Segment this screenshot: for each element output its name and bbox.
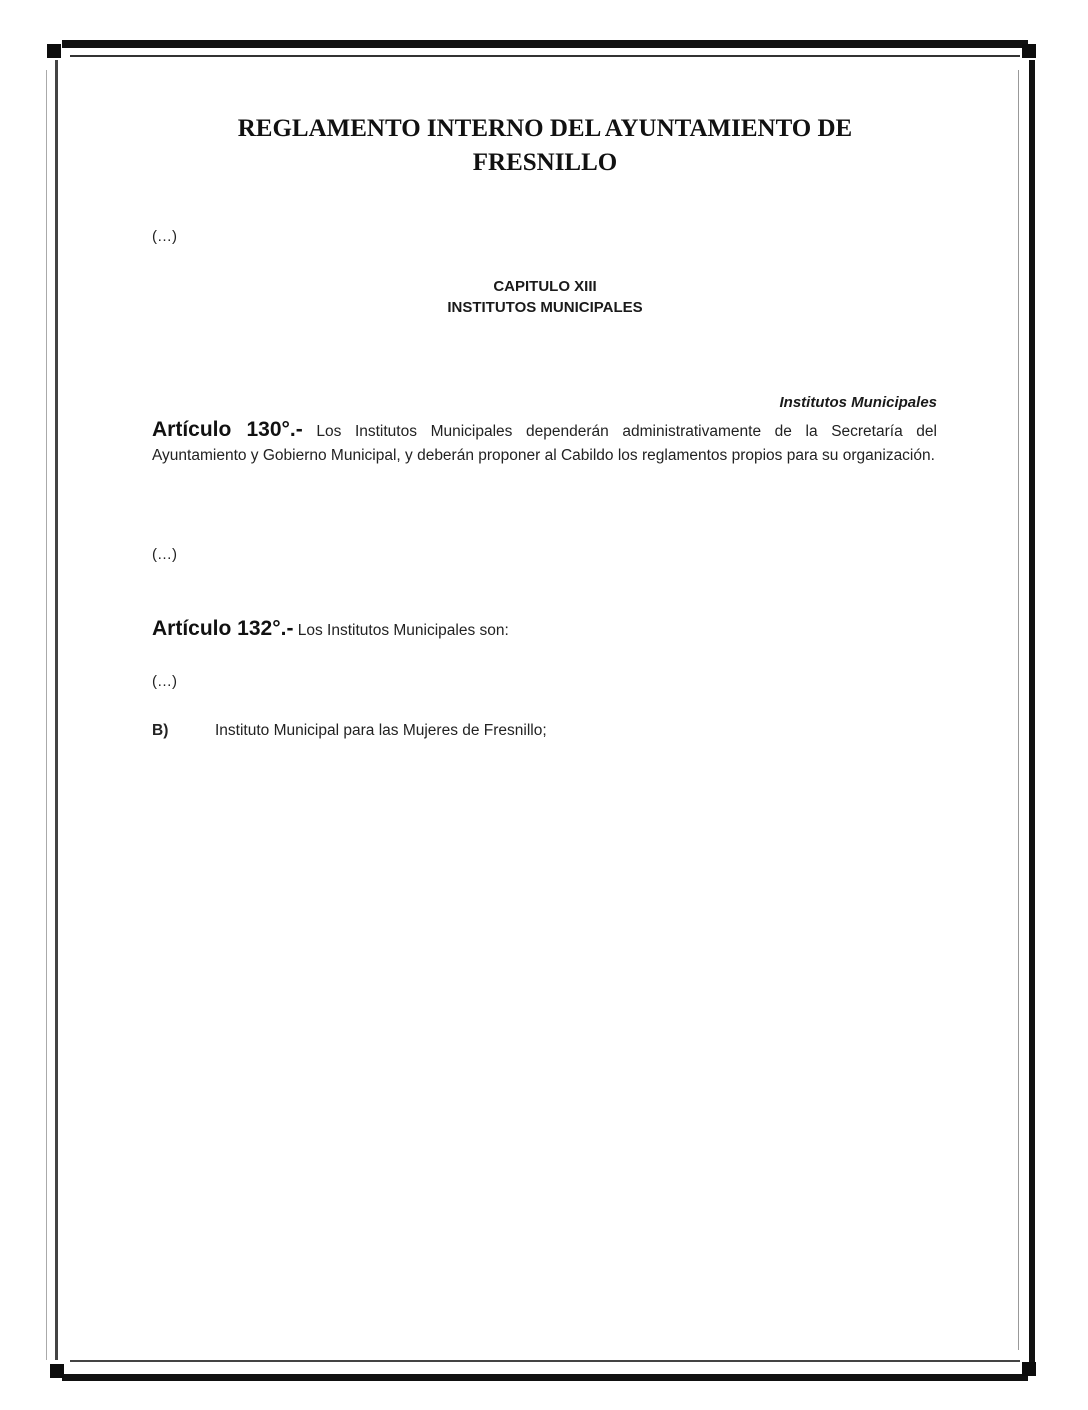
border-right — [1029, 60, 1035, 1365]
chapter-name: INSTITUTOS MUNICIPALES — [447, 299, 643, 316]
chapter-heading — [300, 276, 790, 318]
border-bottom-inner — [70, 1360, 1020, 1362]
border-corner-bottom-right — [1022, 1362, 1036, 1376]
article-130 — [152, 418, 937, 468]
document-title-line-1: REGLAMENTO INTERNO DEL AYUNTAMIENTO DE — [237, 115, 853, 142]
border-top-inner — [70, 55, 1020, 57]
document-title — [120, 112, 970, 180]
border-left — [55, 60, 58, 1360]
border-corner-top-right — [1022, 44, 1036, 58]
chapter-number: CAPITULO XIII — [493, 278, 597, 295]
omission-marker: (…) — [152, 546, 177, 563]
border-corner-bottom-left — [50, 1364, 64, 1378]
list-item-letter: B) — [152, 722, 169, 739]
article-side-heading: Institutos Municipales — [779, 394, 937, 411]
article-number: Artículo 132°.- — [152, 617, 294, 640]
border-right-inner — [1018, 70, 1019, 1350]
article-number: Artículo 130°.- — [152, 418, 303, 441]
article-text: Los Institutos Municipales son: — [297, 622, 509, 639]
border-corner-top-left — [47, 44, 61, 58]
article-132 — [152, 617, 937, 643]
list-item-text: Instituto Municipal para las Mujeres de Fresnillo; — [215, 722, 547, 739]
border-bottom — [62, 1374, 1028, 1381]
article-text: Los Institutos Municipales dependerán administrativamente de la Secretaría del Ayuntamiento y Gobierno Municipal, y deberán proponer al Cabildo los reglamentos propios para su organización. — [152, 423, 937, 464]
omission-marker: (…) — [152, 228, 177, 245]
document-title-line-2: FRESNILLO — [472, 149, 618, 176]
omission-marker: (…) — [152, 673, 177, 690]
border-top — [62, 40, 1028, 48]
border-left-outer — [46, 70, 47, 1360]
